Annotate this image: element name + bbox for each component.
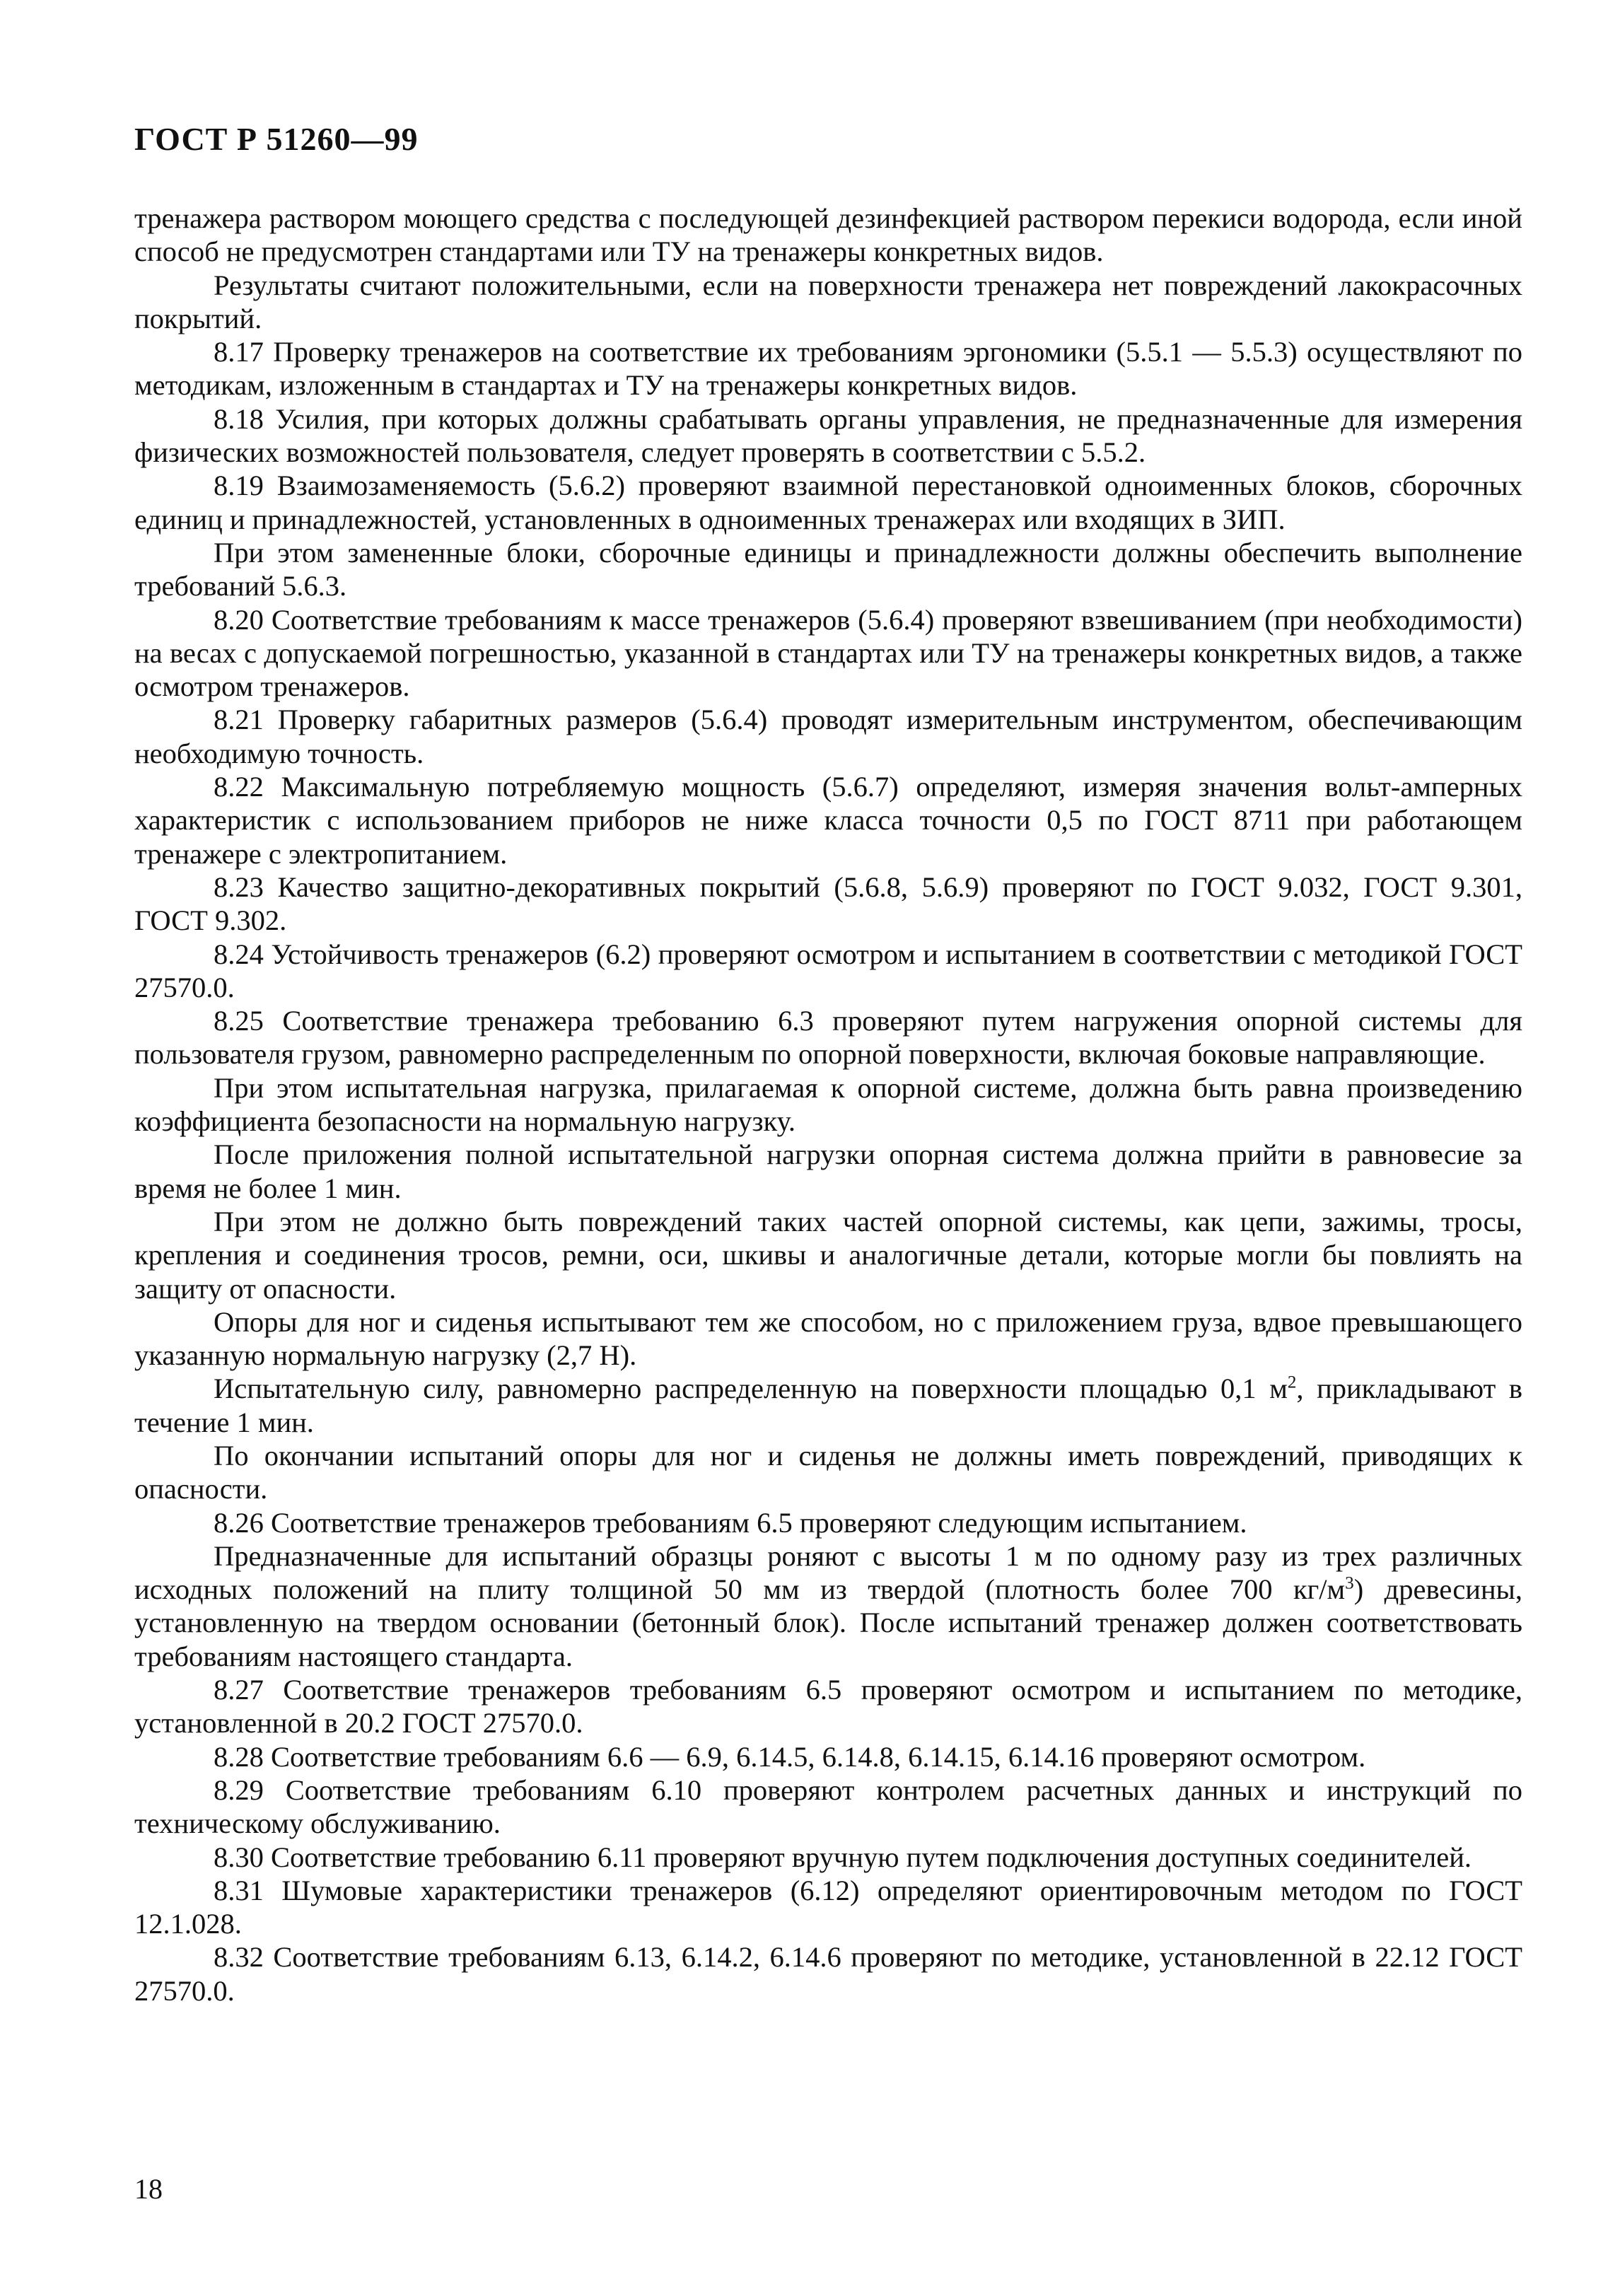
paragraph: 8.20 Соответствие требованиям к массе тренажеров (5.6.4) проверяют взвешиванием (при необходимости) на весах с допускаемой погрешностью, указанной в стандартах или ТУ на тренажеры конкретных видов, а также осмотром тренажеров. [134,603,1522,703]
paragraph-text: Испытательную силу, равномерно распределенную на поверхности площадью 0,1 м [214,1373,1288,1405]
paragraph: 8.23 Качество защитно-декоративных покрытий (5.6.8, 5.6.9) проверяют по ГОСТ 9.032, ГОСТ 9.301, ГОСТ 9.302. [134,870,1522,937]
paragraph: 8.25 Соответствие тренажера требованию 6.3 проверяют путем нагружения опорной системы для пользователя грузом, равномерно распределенным по опорной поверхности, включая боковые направляющие. [134,1005,1522,1071]
paragraph: Результаты считают положительными, если на поверхности тренажера нет повреждений лакокрасочных покрытий. [134,269,1522,334]
superscript: 2 [1287,1373,1297,1392]
paragraph: Опоры для ног и сиденья испытывают тем же способом, но с приложением груза, вдвое превышающего указанную нормальную нагрузку (2,7 Н). [134,1305,1522,1372]
paragraph: 8.24 Устойчивость тренажеров (6.2) проверяют осмотром и испытанием в соответствии с методикой ГОСТ 27570.0. [134,938,1522,1003]
document-body [134,202,1522,2007]
document-header: ГОСТ Р 51260—99 [134,121,419,157]
paragraph: После приложения полной испытательной нагрузки опорная система должна прийти в равновесие за время не более 1 мин. [134,1138,1522,1204]
paragraph: 8.17 Проверку тренажеров на соответствие их требованиям эргономики (5.5.1 — 5.5.3) осуществляют по методикам, изложенным в стандартах и ТУ на тренажеры конкретных видов. [134,336,1522,402]
paragraph: 8.19 Взаимозаменяемость (5.6.2) проверяют взаимной перестановкой одноименных блоков, сборочных единиц и принадлежностей, установленных в одноименных тренажерах или входящих в ЗИП. [134,470,1522,535]
paragraph: 8.26 Соответствие тренажеров требованиям 6.5 проверяют следующим испытанием. [214,1506,1247,1539]
page-number: 18 [134,2173,163,2205]
paragraph: 8.27 Соответствие тренажеров требованиям 6.5 проверяют осмотром и испытанием по методике, установленной в 20.2 ГОСТ 27570.0. [134,1674,1522,1740]
paragraph [134,1539,1522,1673]
paragraph: тренажера раствором моющего средства с последующей дезинфекцией раствором перекиси водорода, если иной способ не предусмотрен стандартами или ТУ на тренажеры конкретных видов. [134,202,1522,268]
paragraph: 8.22 Максимальную потребляемую мощность (5.6.7) определяют, измеряя значения вольт-амперных характеристик с использованием приборов не ниже класса точности 0,5 по ГОСТ 8711 при работающем тренажере с электропитанием. [134,771,1522,870]
paragraph: При этом испытательная нагрузка, прилагаемая к опорной системе, должна быть равна произведению коэффициента безопасности на нормальную нагрузку. [134,1071,1522,1138]
paragraph-text: Предназначенные для испытаний образцы роняют с высоты 1 м по одному разу из трех различных исходных положений на плиту толщиной 50 мм из твердой (плотность более 700 кг/м [134,1539,1522,1606]
paragraph: 8.21 Проверку габаритных размеров (5.6.4) проводят измерительным инструментом, обеспечивающим необходимую точность. [134,704,1522,769]
paragraph: 8.28 Соответствие требованиям 6.6 — 6.9, 6.14.5, 6.14.8, 6.14.15, 6.14.16 проверяют осмотром. [214,1740,1366,1773]
paragraph-text: , прикладывают в течение 1 мин. [134,1373,1522,1438]
paragraph: 8.32 Соответствие требованиям 6.13, 6.14.2, 6.14.6 проверяют по методике, установленной в 22.12 ГОСТ 27570.0. [134,1941,1522,2007]
paragraph: При этом не должно быть повреждений таких частей опорной системы, как цепи, зажимы, тросы, крепления и соединения тросов, ремни, оси, шкивы и аналогичные детали, которые могли бы повлиять на защиту от опасности. [134,1205,1522,1305]
paragraph-text: ) древесины, установленную на твердом основании (бетонный блок). После испытаний тренажер должен соответствовать требованиям настоящего стандарта. [134,1573,1522,1672]
paragraph: При этом замененные блоки, сборочные единицы и принадлежности должны обеспечить выполнение требований 5.6.3. [134,536,1522,602]
paragraph [134,1372,1522,1439]
paragraph: 8.31 Шумовые характеристики тренажеров (6.12) определяют ориентировочным методом по ГОСТ 12.1.028. [134,1874,1522,1940]
paragraph: 8.30 Соответствие требованию 6.11 проверяют вручную путем подключения доступных соединителей. [214,1841,1472,1873]
paragraph: 8.29 Соответствие требованиям 6.10 проверяют контролем расчетных данных и инструкций по техническому обслуживанию. [134,1773,1522,1840]
superscript: 3 [1345,1573,1354,1593]
paragraph: 8.18 Усилия, при которых должны срабатывать органы управления, не предназначенные для измерения физических возможностей пользователя, следует проверять в соответствии с 5.5.2. [134,402,1522,469]
paragraph: По окончании испытаний опоры для ног и сиденья не должны иметь повреждений, приводящих к опасности. [134,1439,1522,1505]
